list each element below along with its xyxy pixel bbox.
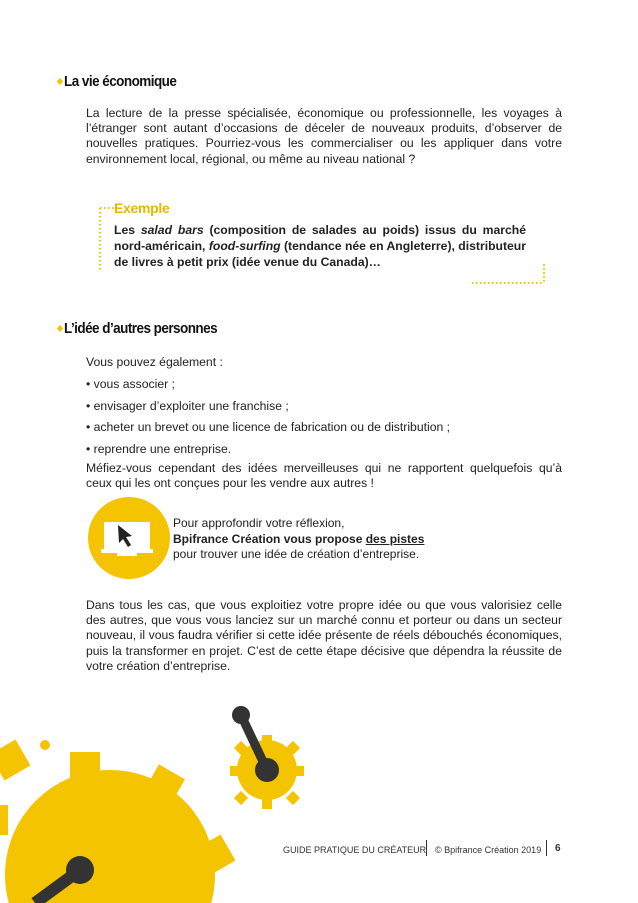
example-title: Exemple (114, 200, 170, 216)
example-emphasis-salad-bars: salad bars (140, 223, 204, 237)
footer-separator (546, 840, 547, 856)
callout-icon-circle[interactable] (88, 497, 170, 579)
closing-paragraph (86, 598, 562, 674)
list-item: • envisager d’exploiter une franchise ; (86, 399, 289, 413)
heading-bullet-icon (57, 325, 63, 332)
list-item: • reprendre une entreprise. (86, 442, 232, 456)
section-heading-others-idea (64, 320, 217, 337)
callout-line-2 (173, 532, 424, 548)
closing-text: Dans tous les cas, que vous exploitiez votre propre idée ou que vous valorisiez celle des autres, que vous vous lanciez sur un marché connu et porteur ou dans un secteur nouveau, il vous faudra vérifier si cette idée présente de réels débouchés économiques, puis la transformer en projet. C’est de cette étape décisive que dépendra la réussite de votre création d’entreprise. (86, 598, 562, 673)
callout-text (173, 516, 424, 563)
gear-illustration (0, 690, 330, 903)
list-item: • acheter un brevet ou une licence de fabrication ou de distribution ; (86, 420, 451, 434)
footer-separator (426, 840, 427, 856)
example-text-part2: (composition de salades au poids) issus du marché nord-américain, (114, 223, 527, 254)
list-item: • vous associer ; (86, 377, 175, 391)
footer-guide-title: GUIDE PRATIQUE DU CRÉATEUR (283, 845, 427, 855)
example-text-part3: (tendance née en Angleterre), distributeur de livres à petit prix (idée venue du Canada)… (114, 239, 526, 270)
example-text (114, 222, 526, 271)
example-text-part1: Les (114, 223, 141, 237)
des-pistes-link[interactable]: des pistes (365, 531, 425, 546)
section-heading-economic-life (64, 73, 176, 90)
example-emphasis-food-surfing: food-surfing (208, 239, 281, 254)
cursor-monitor-icon (88, 497, 170, 579)
callout-line-3: pour trouver une idée de création d’entreprise. (173, 547, 420, 561)
intro-line: Vous pouvez également : (86, 355, 223, 369)
callout-bold-text: Bpifrance Création vous propose (173, 531, 366, 546)
heading-bullet-icon (57, 78, 63, 85)
warning-text: Méfiez-vous cependant des idées merveilleuses qui ne rapportent quelquefois qu’à ceux qui les ont conçues pour les vendre aux autres ! (86, 461, 562, 491)
paragraph-economic-life (86, 106, 562, 167)
heading-text: La vie économique (64, 73, 177, 90)
paragraph-text: La lecture de la presse spécialisée, économique ou professionnelle, les voyages à l’étranger sont autant d’occasions de déceler de nouveaux produits, d’observer de nouvelles pratiques. Pourriez-vous les commercialiser ou les appliquer dans votre environnement local, régional, ou même au niveau national ? (86, 106, 562, 166)
page-number: 6 (555, 843, 561, 854)
footer-copyright: © Bpifrance Création 2019 (435, 845, 542, 855)
heading-text: L’idée d’autres personnes (64, 320, 218, 337)
callout-line-1: Pour approfondir votre réflexion, (173, 516, 345, 530)
warning-paragraph (86, 461, 562, 491)
